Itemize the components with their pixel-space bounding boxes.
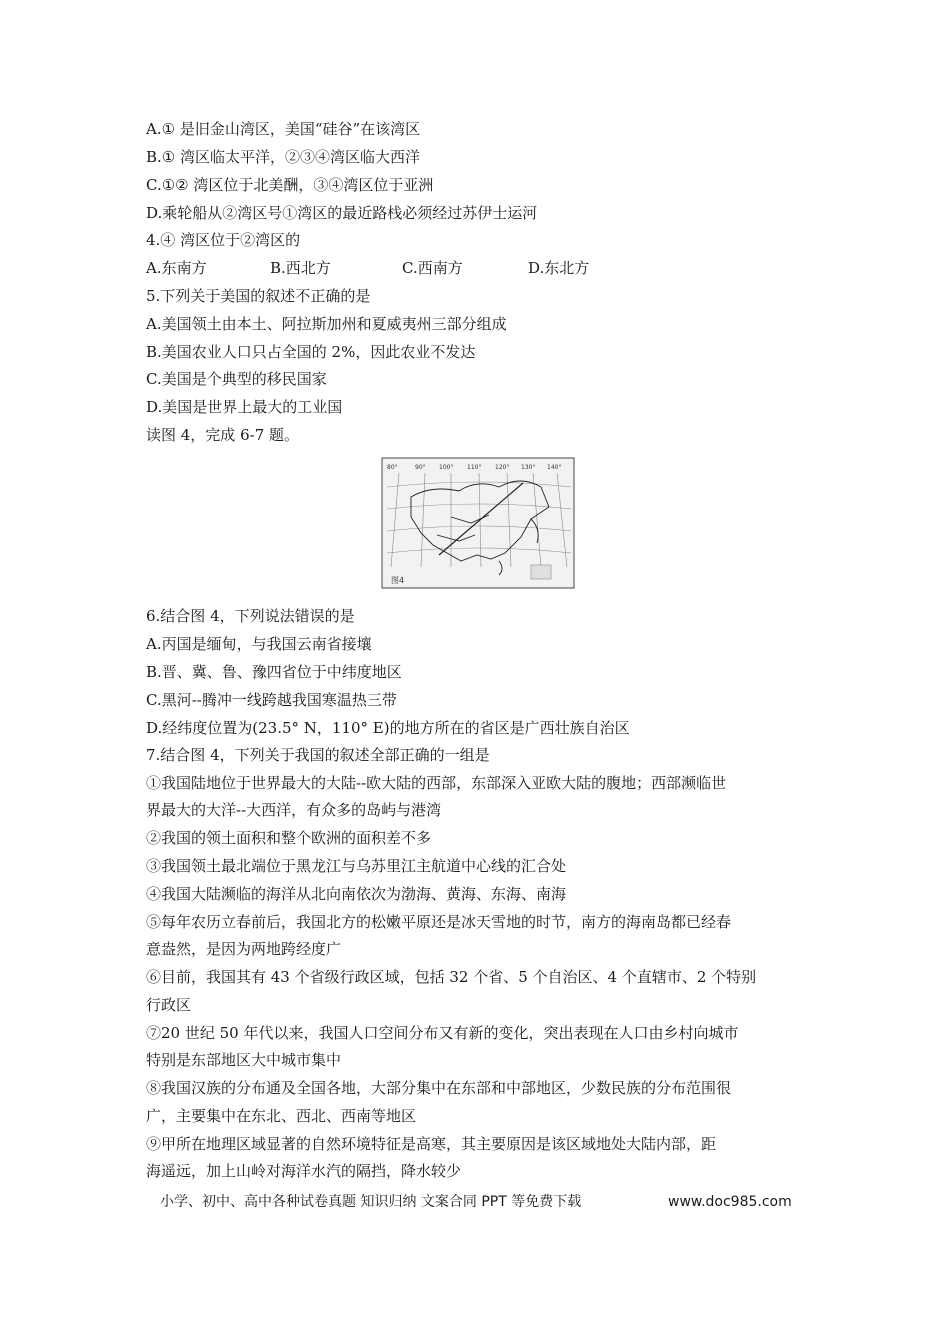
page-footer xyxy=(160,1192,792,1212)
longitude-label: 110° xyxy=(467,464,482,471)
q4-option-c: C.西南方 xyxy=(402,259,463,277)
q7-line: ②我国的领土面积和整个欧洲的面积差不多 xyxy=(146,829,432,847)
q7-line: 行政区 xyxy=(146,996,192,1014)
q3-option-b: B.① 湾区临太平洋，②③④湾区临大西洋 xyxy=(146,148,421,166)
q7-line: ⑦20 世纪 50 年代以来，我国人口空间分布又有新的变化，突出表现在人口由乡村向城市 xyxy=(146,1024,739,1042)
footer-text: 小学、初中、高中各种试卷真题 知识归纳 文案合同 PPT 等免费下载 xyxy=(160,1194,582,1210)
figure-intro: 读图 4，完成 6-7 题。 xyxy=(146,426,300,444)
q7-line: 意盎然，是因为两地跨经度广 xyxy=(146,940,342,958)
q5-stem: 5.下列关于美国的叙述不正确的是 xyxy=(146,287,371,305)
q7-line: ④我国大陆濒临的海洋从北向南依次为渤海、黄海、东海、南海 xyxy=(146,885,567,903)
longitude-label: 130° xyxy=(521,464,536,471)
q7-line: 广，主要集中在东北、西北、西南等地区 xyxy=(146,1107,417,1125)
longitude-label: 80° xyxy=(387,464,398,471)
footer-url[interactable]: www.doc985.com xyxy=(668,1194,792,1210)
q4-stem: 4.④ 湾区位于②湾区的 xyxy=(146,231,301,249)
q7-line: ①我国陆地位于世界最大的大陆--欧大陆的西部，东部深入亚欧大陆的腹地；西部濒临世 xyxy=(146,774,727,792)
q4-option-d: D.东北方 xyxy=(528,259,590,277)
q7-line: 界最大的大洋--大西洋，有众多的岛屿与港湾 xyxy=(146,801,442,819)
q5-option-b: B.美国农业人口只占全国的 2%，因此农业不发达 xyxy=(146,343,476,361)
q6-option-b: B.晋、冀、鲁、豫四省位于中纬度地区 xyxy=(146,663,402,681)
q3-option-c: C.①② 湾区位于北美酬，③④湾区位于亚洲 xyxy=(146,176,434,194)
q7-line: ⑧我国汉族的分布通及全国各地，大部分集中在东部和中部地区，少数民族的分布范围很 xyxy=(146,1079,732,1097)
q4-option-b: B.西北方 xyxy=(270,259,331,277)
longitude-label: 120° xyxy=(495,464,510,471)
q3-option-a: A.① 是旧金山湾区，美国“硅谷”在该湾区 xyxy=(146,120,421,138)
longitude-label: 100° xyxy=(439,464,454,471)
q7-line: ⑤每年农历立春前后，我国北方的松嫩平原还是冰天雪地的时节，南方的海南岛都已经春 xyxy=(146,913,732,931)
figure-4-map xyxy=(381,457,575,589)
longitude-label: 90° xyxy=(415,464,426,471)
q5-option-a: A.美国领土由本土、阿拉斯加州和夏威夷州三部分组成 xyxy=(146,315,507,333)
q7-line: ③我国领土最北端位于黑龙江与乌苏里江主航道中心线的汇合处 xyxy=(146,857,567,875)
q6-option-d: D.经纬度位置为(23.5° N，110° E)的地方所在的省区是广西壮族自治区 xyxy=(146,719,630,737)
q7-line: 特别是东部地区大中城市集中 xyxy=(146,1051,342,1069)
q6-stem: 6.结合图 4，下列说法错误的是 xyxy=(146,607,355,625)
longitude-label: 140° xyxy=(547,464,562,471)
q6-option-a: A.丙国是缅甸，与我国云南省接壤 xyxy=(146,635,372,653)
q5-option-d: D.美国是世界上最大的工业国 xyxy=(146,398,343,416)
q7-line: 海遥远，加上山岭对海洋水汽的隔挡，降水较少 xyxy=(146,1162,462,1180)
q7-line: ⑨甲所在地理区域显著的自然环境特征是高寒，其主要原因是该区域地处大陆内部，距 xyxy=(146,1135,717,1153)
q6-option-c: C.黑河--腾冲一线跨越我国寒温热三带 xyxy=(146,691,397,709)
q7-stem: 7.结合图 4，下列关于我国的叙述全部正确的一组是 xyxy=(146,746,490,764)
figure-caption: 图4 xyxy=(391,576,405,585)
q4-option-a: A.东南方 xyxy=(146,259,207,277)
q3-option-d: D.乘轮船从②湾区号①湾区的最近路栈必须经过苏伊士运河 xyxy=(146,204,538,222)
q7-line: ⑥目前，我国其有 43 个省级行政区域，包括 32 个省、5 个自治区、4 个直辖市、2 个特别 xyxy=(146,968,757,986)
q5-option-c: C.美国是个典型的移民国家 xyxy=(146,370,327,388)
